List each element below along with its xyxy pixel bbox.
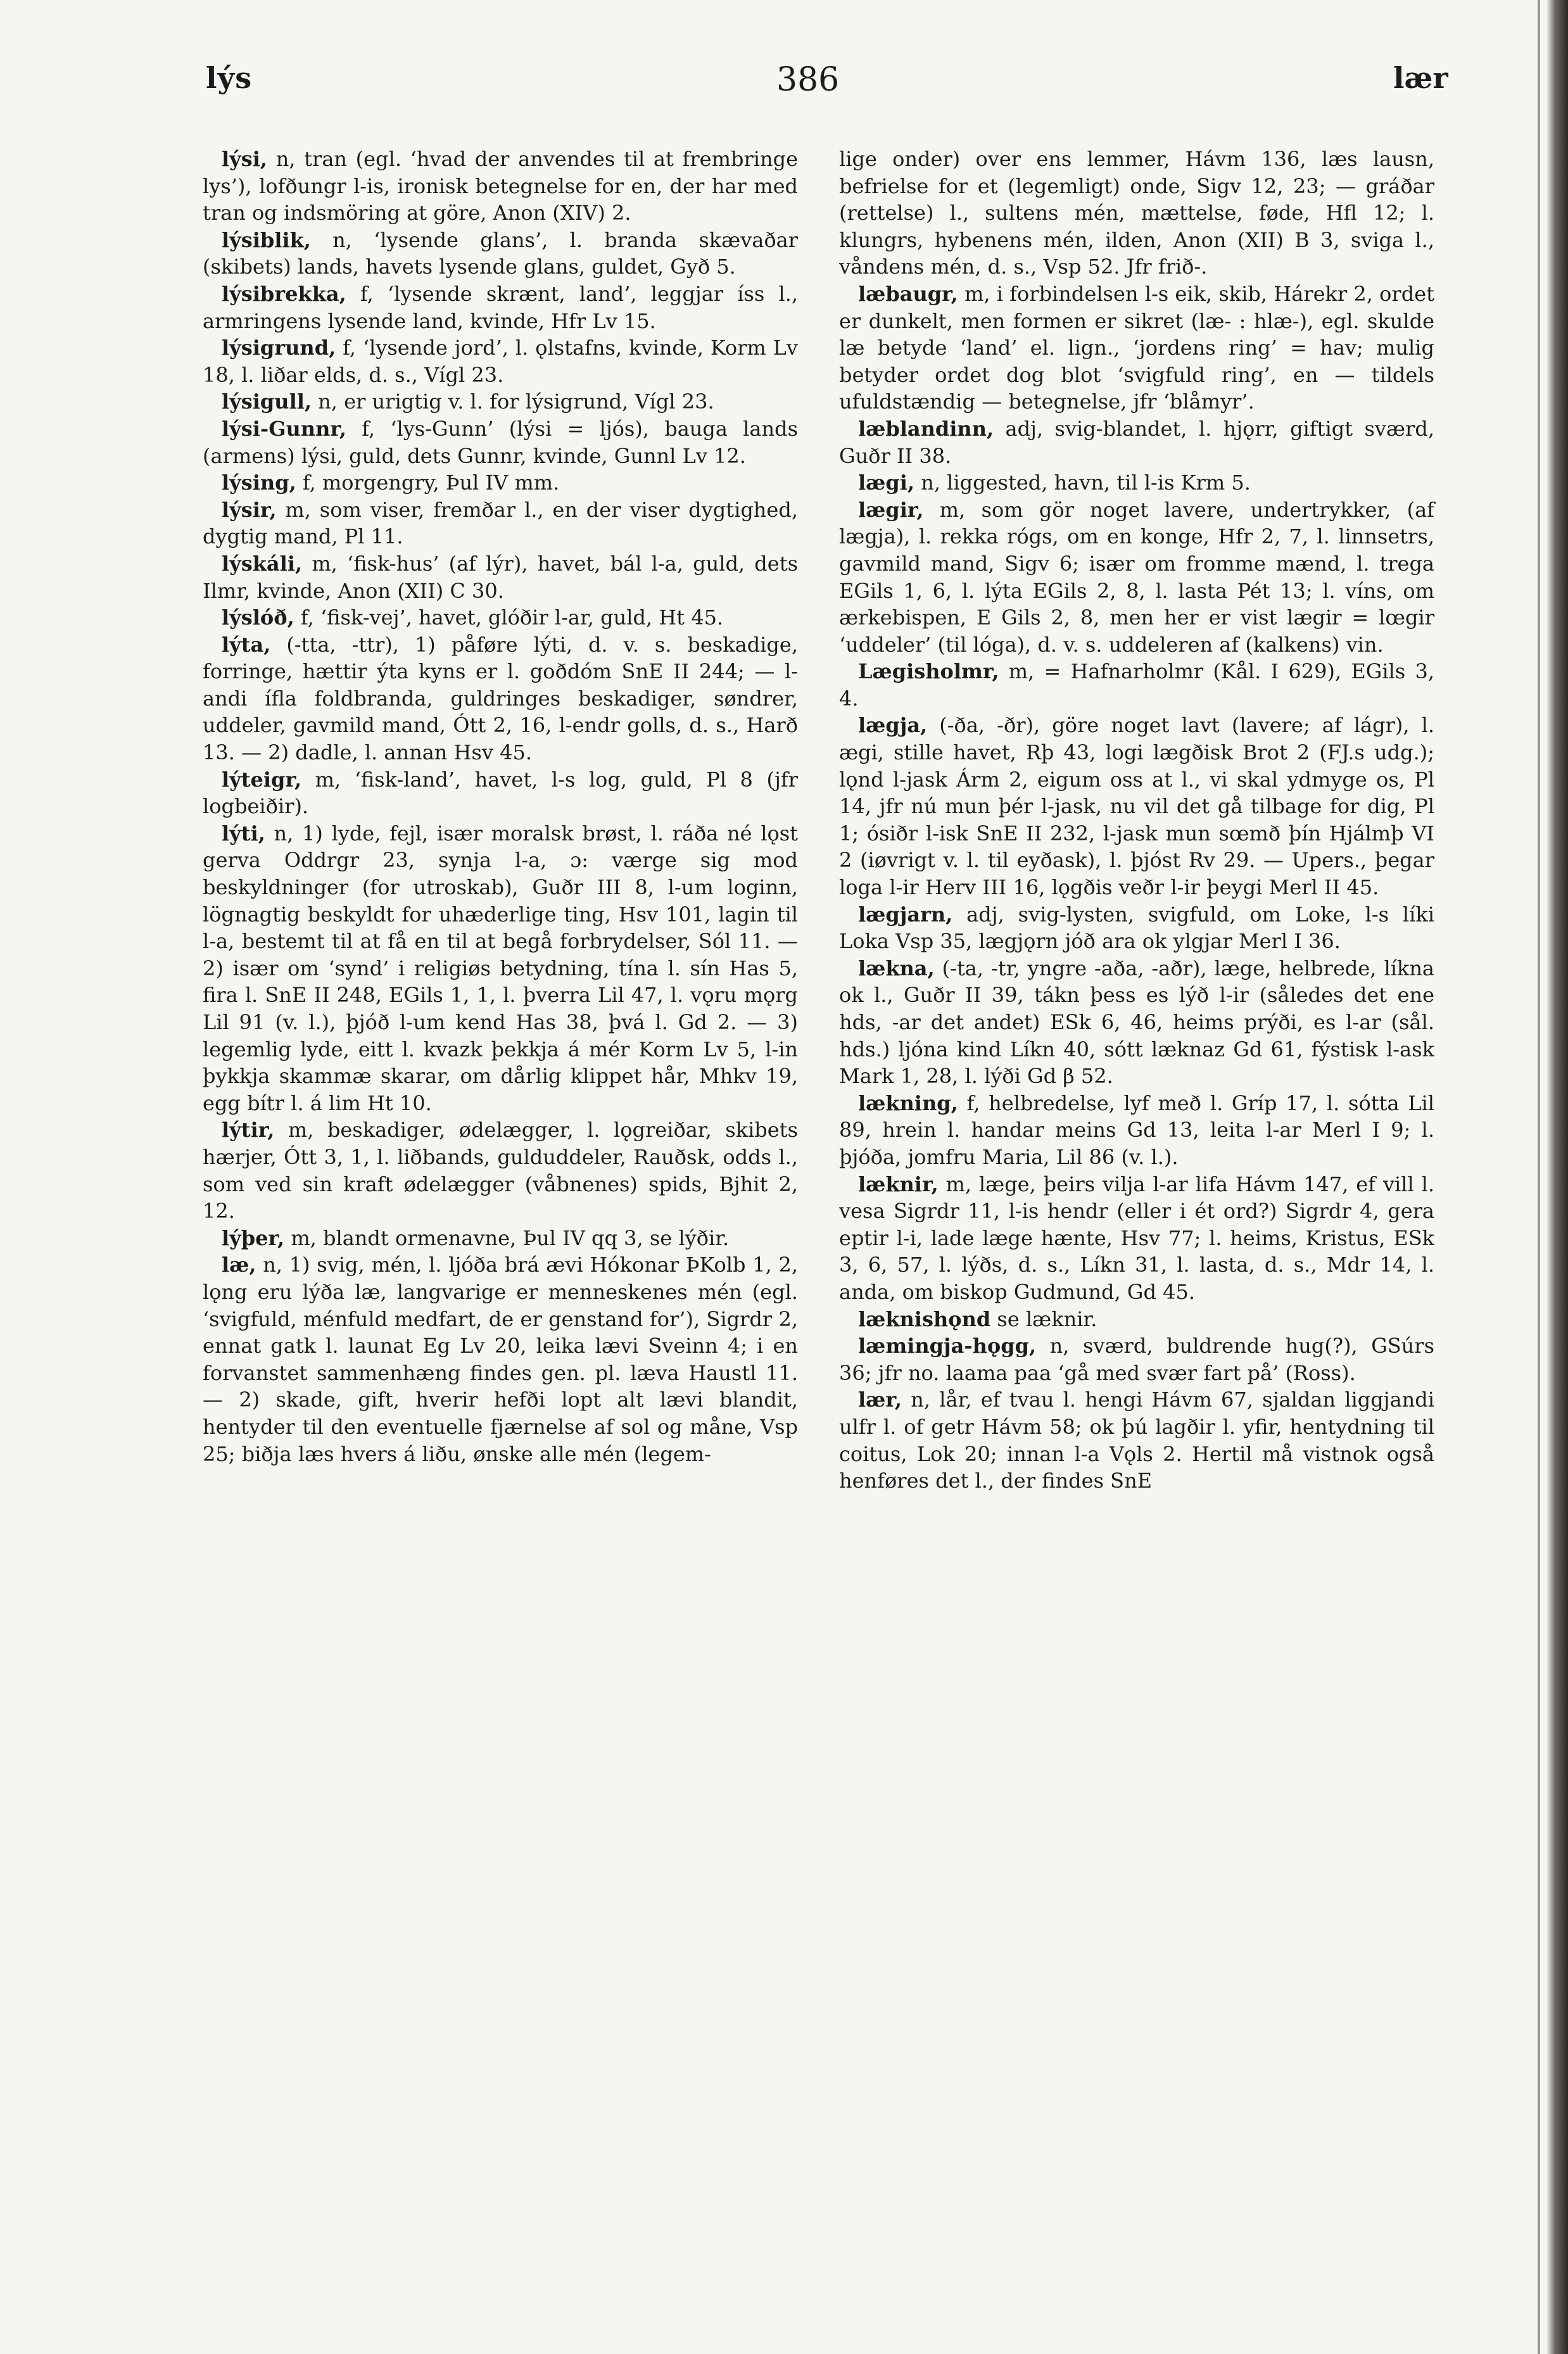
dictionary-entry xyxy=(203,469,798,497)
entry-headword: lýsing, xyxy=(222,471,296,495)
entry-definition: m, som viser, fremðar l., en der viser dygtighed, dygtig mand, Pl 11. xyxy=(203,497,798,549)
dictionary-entry xyxy=(203,334,798,388)
entry-headword: lýtir, xyxy=(222,1118,275,1142)
dictionary-entry xyxy=(839,901,1434,955)
entry-definition: n, sværd, buldrende hug(?), GSúrs 36; jfr no. laama paa ‘gå med svær fart på’ (Ross). xyxy=(839,1334,1434,1385)
dictionary-entry xyxy=(839,712,1434,901)
right-guide-word: lær xyxy=(1393,61,1448,95)
dictionary-entry xyxy=(203,1251,798,1467)
dictionary-entry xyxy=(203,227,798,281)
dictionary-entry xyxy=(839,497,1434,659)
entry-definition: (-ta, -tr, yngre -aða, -aðr), læge, helbrede, líkna ok l., Guðr II 39, tákn þess es lýð l-ir (således det ene hds, -ar det andet) ESk 6, 46, heims prýði, es l-ar (sål. hds.) ljóna kind Líkn 40, sótt læknaz Gd 61, fýstisk l-ask Mark 1, 28, l. lýði Gd β 52. xyxy=(839,956,1434,1089)
entry-headword: lýsi-Gunnr, xyxy=(222,416,346,441)
entry-headword: lýþer, xyxy=(222,1225,285,1250)
dictionary-entry xyxy=(839,146,1434,281)
dictionary-entry xyxy=(839,281,1434,415)
dictionary-entry xyxy=(839,1090,1434,1171)
entry-definition: n, 1) svig, mén, l. ljóða brá ævi Hókonar ÞKolb 1, 2, lǫng eru lýða læ, langvarige er menneskenes mén (egl. ‘svigfuld, ménfuld medfart, de er genstand for’), Sigrdr 2, ennat gatk l. launat Eg Lv 20, leika lævi Sveinn 4; i en forvanstet sammenhæng findes gen. pl. læva Haustl 11. — 2) skade, gift, hverir hefði lopt alt lævi blandit, hentyder til den eventuelle fjærnelse af sol og måne, Vsp 25; biðja læs hvers á liðu, ønske alle mén (legem- xyxy=(203,1253,798,1466)
entry-definition: adj, svig-lysten, svigfuld, om Loke, l-s líki Loka Vsp 35, lægjǫrn jóð ara ok ylgjar Merl I 36. xyxy=(839,902,1434,954)
dictionary-entry xyxy=(203,497,798,550)
entry-headword: lýteigr, xyxy=(222,767,302,792)
dictionary-entry xyxy=(203,388,798,415)
dictionary-entry xyxy=(203,1117,798,1224)
entry-headword: læmingja-hǫgg, xyxy=(858,1334,1037,1358)
entry-headword: læ, xyxy=(222,1253,256,1277)
entry-definition: m, ‘fisk-hus’ (af lýr), havet, bál l-a, guld, dets Ilmr, kvinde, Anon (XII) C 30. xyxy=(203,551,798,603)
entry-headword: lýsigrund, xyxy=(222,336,336,360)
entry-definition: n, er urigtig v. l. for lýsigrund, Vígl 23. xyxy=(312,389,714,414)
entry-headword: lýsi, xyxy=(222,147,268,171)
dictionary-entry xyxy=(839,1171,1434,1306)
entry-definition: m, som gör noget lavere, undertrykker, (af lægja), l. rekka rógs, om en konge, Hfr 2, 7, l. linnsetrs, gavmild mand, Sigv 6; især om fromme mænd, l. trega EGils 1, 6, l. lýta EGils 2, 8, l. lasta Pét 13; l. víns, om ærkebispen, E Gils 2, 8, men her er vist lægir = lœgir ‘uddeler’ (til lóga), d. v. s. uddeleren af (kalkens) vin. xyxy=(839,497,1434,657)
entry-definition: f, ‘lysende jord’, l. ǫlstafns, kvinde, Korm Lv 18, l. liðar elds, d. s., Vígl 23. xyxy=(203,336,798,387)
entry-definition: se læknir. xyxy=(990,1307,1097,1331)
entry-headword: lýta, xyxy=(222,632,271,657)
entry-headword: læknir, xyxy=(858,1172,939,1196)
dictionary-entry xyxy=(203,146,798,227)
entry-headword: Lægisholmr, xyxy=(858,659,999,684)
entry-headword: lægjarn, xyxy=(858,902,953,927)
entry-definition: f, ‘lys-Gunn’ (lýsi = ljós), bauga lands (armens) lýsi, guld, dets Gunnr, kvinde, Gunnl Lv 12. xyxy=(203,416,798,468)
entry-definition: (-ða, -ðr), göre noget lavt (lavere; af lágr), l. ægi, stille havet, Rþ 43, logi lægðisk Brot 2 (FJ.s udg.); lǫnd l-jask Árm 2, eigum oss at l., vi skal ydmyge os, Pl 14, jfr nú mun þér l-jask, nu vil det gå tilbage for dig, Pl 1; ósiðr l-isk SnE II 232, l-jask mun sœmð þín Hjálmþ VI 2 (iøvrigt v. l. til eyðask), l. þjóst Rv 29. — Upers., þegar loga l-ir Herv III 16, lǫgðis veðr l-ir þeygi Merl II 45. xyxy=(839,713,1434,900)
entry-definition: lige onder) over ens lemmer, Hávm 136, læs lausn, befrielse for et (legemligt) onde, Sigv 12, 23; — gráðar (rettelse) l., sultens mén, mættelse, føde, Hfl 12; l. klungrs, hybenens mén, ilden, Anon (XII) B 3, sviga l., våndens mén, d. s., Vsp 52. Jfr frið-. xyxy=(839,147,1434,279)
entry-definition: m, ‘fisk-land’, havet, l-s log, guld, Pl 8 (jfr logbeiðir). xyxy=(203,767,798,819)
entry-definition: f, ‘fisk-vej’, havet, glóðir l-ar, guld, Ht 45. xyxy=(294,605,724,630)
dictionary-entry xyxy=(203,415,798,469)
dictionary-entry xyxy=(839,469,1434,497)
entry-headword: læbaugr, xyxy=(858,281,958,306)
dictionary-entry xyxy=(203,281,798,334)
page-header xyxy=(0,61,1568,105)
entry-definition: f, helbredelse, lyf með l. Gríp 17, l. sótta Lil 89, hrein l. handar meins Gd 13, leita l-ar Merl I 9; l. þjóða, jomfru Maria, Lil 86 (v. l.). xyxy=(839,1091,1434,1169)
entry-headword: lýsir, xyxy=(222,497,277,522)
entry-definition: m, læge, þeirs vilja l-ar lifa Hávm 147, ef vill l. vesa Sigrdr 11, l-is hendr (eller i ét ord?) Sigrdr 4, gera eptir l-i, lade læge hænte, Hsv 77; l. heims, Kristus, ESk 3, 6, 57, l. lýðs, d. s., Líkn 31, l. lasta, d. s., Mdr 14, l. anda, om biskop Gudmund, Gd 45. xyxy=(839,1172,1434,1304)
entry-headword: lýsigull, xyxy=(222,389,312,414)
entry-headword: læknishǫnd xyxy=(858,1307,991,1331)
entry-definition: n, tran (egl. ‘hvad der anvendes til at frembringe lys’), lofðungr l-is, ironisk betegnelse for en, der har med tran og indsmöring at göre, Anon (XIV) 2. xyxy=(203,147,798,225)
dictionary-entry xyxy=(203,631,798,766)
page-number: 386 xyxy=(776,61,840,99)
entry-headword: lægir, xyxy=(858,497,924,522)
entry-headword: lýskáli, xyxy=(222,551,303,576)
entry-definition: f, ‘lysende skrænt, land’, leggjar íss l., armringens lysende land, kvinde, Hfr Lv 15. xyxy=(203,281,798,333)
entry-definition: (-tta, -ttr), 1) påføre lýti, d. v. s. beskadige, forringe, hættir ýta kyns er l. goðdóm SnE II 244; — l-andi ífla foldbranda, guldringes beskadiger, søndrer, uddeler, gavmild mand, Ótt 2, 16, l-endr golls, d. s., Harð 13. — 2) dadle, l. annan Hsv 45. xyxy=(203,632,798,765)
entry-headword: lýti, xyxy=(222,821,265,845)
dictionary-entry xyxy=(839,415,1434,469)
entry-definition: m, beskadiger, ødelægger, l. lǫgreiðar, skibets hærjer, Ótt 3, 1, l. liðbands, gulduddeler, Rauðsk, odds l., som ved sin kraft ødelægger (våbnenes) spids, Bjhit 2, 12. xyxy=(203,1118,798,1224)
dictionary-entry xyxy=(839,955,1434,1090)
entry-headword: lægi, xyxy=(858,471,915,495)
dictionary-entry xyxy=(839,1386,1434,1494)
entry-headword: lækning, xyxy=(858,1091,958,1115)
entry-headword: lær, xyxy=(858,1388,902,1412)
entry-definition: n, lår, ef tvau l. hengi Hávm 67, sjaldan liggjandi ulfr l. of getr Hávm 58; ok þú lagðir l. yfir, hentydning til coitus, Lok 20; innan l-a Vǫls 2. Hertil må vistnok også henføres det l., der findes SnE xyxy=(839,1388,1434,1493)
entry-headword: lýsiblik, xyxy=(222,227,311,252)
dictionary-entry xyxy=(839,1306,1434,1333)
dictionary-entry xyxy=(203,820,798,1117)
entry-headword: lægja, xyxy=(858,713,928,738)
dictionary-entry xyxy=(203,1225,798,1252)
left-guide-word: lýs xyxy=(206,61,253,95)
entry-definition: m, = Hafnarholmr (Kål. I 629), EGils 3, 4. xyxy=(839,659,1434,711)
entry-definition: n, 1) lyde, fejl, især moralsk brøst, l. ráða né lǫst gerva Oddrgr 23, synja l-a, ɔ: værge sig mod beskyldninger (for utroskab), Guðr III 8, l-um loginn, lögnagtig beskyldt for uhæderlige ting, Hsv 101, lagin til l-a, bestemt til at få en til at begå forbrydelser, Sól 11. — 2) især om ‘synd’ i religiøs betydning, tína l. sín Has 5, fira l. SnE II 248, EGils 1, 1, l. þverra Lil 47, l. vǫru mǫrg Lil 91 (v. l.), þjóð l-um kend Has 38, þvá l. Gd 2. — 3) legemlig lyde, eitt l. kvazk þekkja á mér Korm Lv 5, l-in þykkja skammæ skarar, om dårlig klippet hår, Mhkv 19, egg bítr l. á lim Ht 10. xyxy=(203,821,798,1115)
entry-definition: n, liggested, havn, til l-is Krm 5. xyxy=(914,471,1251,495)
page-edge-line xyxy=(1538,0,1540,2354)
dictionary-entry xyxy=(203,550,798,604)
entry-definition: m, i forbindelsen l-s eik, skib, Hárekr 2, ordet er dunkelt, men formen er sikret (læ- : hlæ-), egl. skulde læ betyde ‘land’ el. lign., ‘jordens ring’ = hav; mulig betyder ordet dog blot ‘svigfuld ring’, en — tildels ufuldstændig — betegnelse, jfr ‘blåmyr’. xyxy=(839,281,1434,414)
right-column xyxy=(839,146,1434,1495)
dictionary-entry xyxy=(839,1332,1434,1386)
entry-headword: læblandinn, xyxy=(858,416,994,441)
entry-definition: m, blandt ormenavne, Þul IV qq 3, se lýðir. xyxy=(284,1225,730,1250)
dictionary-entry xyxy=(203,604,798,631)
dictionary-entry xyxy=(839,658,1434,712)
entry-headword: lýslóð, xyxy=(222,605,294,630)
entry-definition: f, morgengry, Þul IV mm. xyxy=(296,471,560,495)
entry-definition: adj, svig-blandet, l. hjǫrr, giftigt sværd, Guðr II 38. xyxy=(839,416,1434,468)
entry-definition: n, ‘lysende glans’, l. branda skævaðar (skibets) lands, havets lysende glans, guldet, Gyð 5. xyxy=(203,227,798,279)
entry-headword: lækna, xyxy=(858,956,935,980)
left-column xyxy=(203,146,798,1467)
page-edge-shadow xyxy=(1546,0,1568,2354)
dictionary-entry xyxy=(203,766,798,820)
entry-headword: lýsibrekka, xyxy=(222,281,346,306)
